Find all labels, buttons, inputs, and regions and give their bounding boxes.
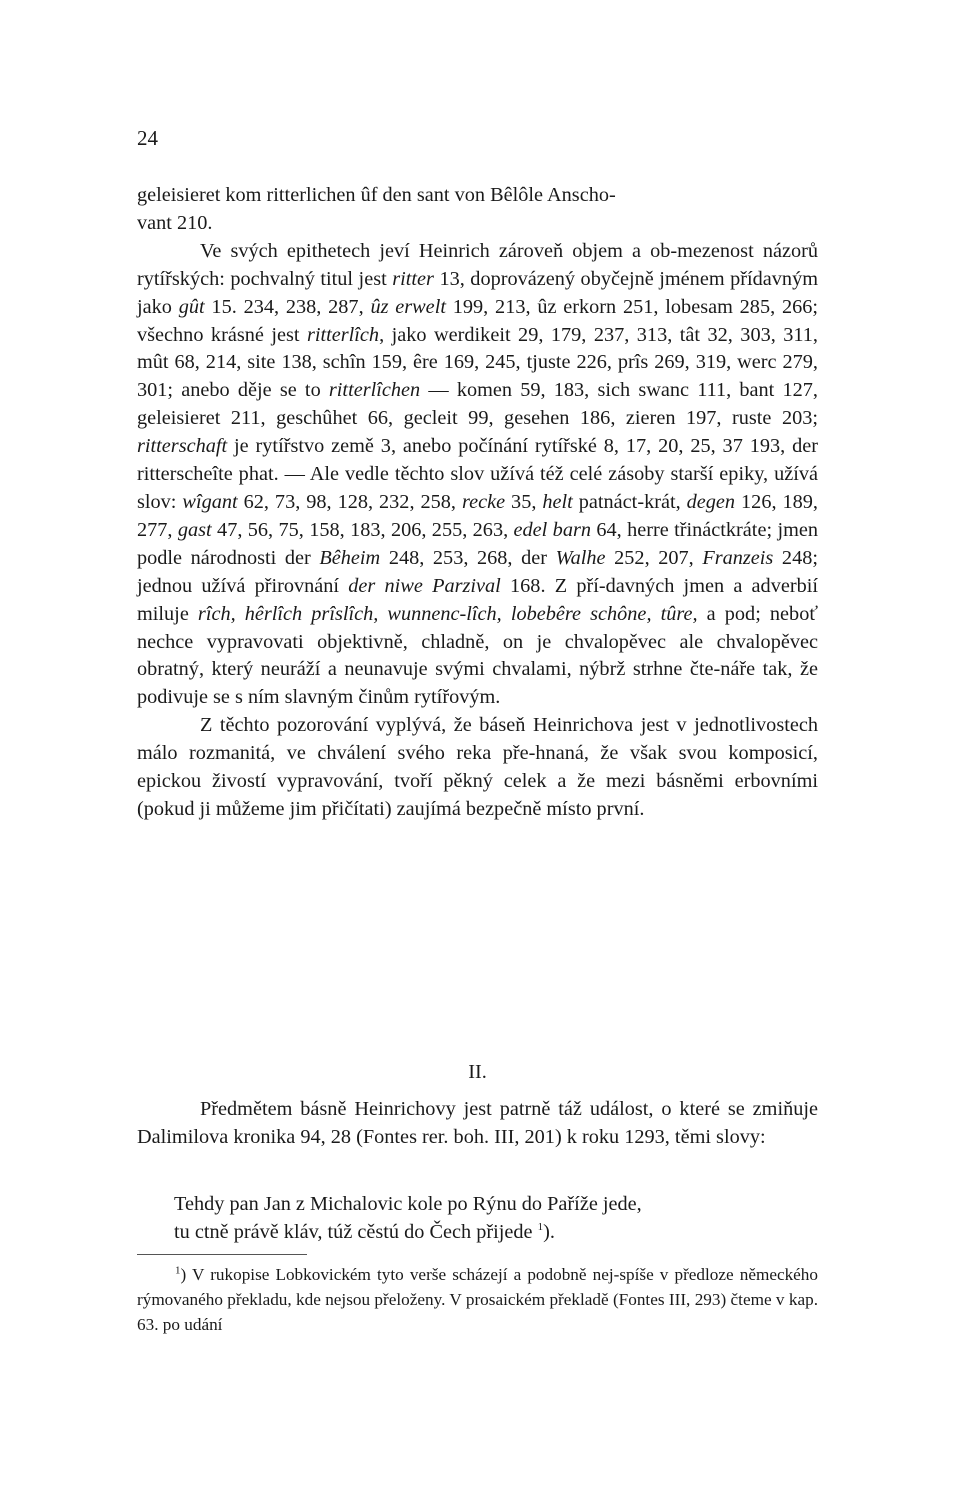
paragraph-conclusion: Z těchto pozorování vyplývá, že báseň Heinrichova jest v jednotlivostech málo rozmanitá, ve chválení svého reka pře-hnaná, že však svou komposicí, epickou živostí vypravování, tvoří pěkný celek a že mezi básněmi erbovními (pokud ji můžeme jim přičítati) zaujímá bezpečně místo první. — [137, 714, 818, 820]
section-heading: II. — [468, 1061, 487, 1083]
footnote-divider — [137, 1254, 307, 1255]
main-text — [137, 182, 818, 824]
footnotes — [137, 1262, 818, 1337]
page-number: 24 — [137, 126, 158, 150]
paragraph-section-intro: Předmětem básně Heinrichovy jest patrně táž událost, o které se zmiňuje Dalimilova kronika 94, 28 (Fontes rer. boh. III, 201) k roku 1293, těmi slovy: — [137, 1098, 818, 1148]
paragraph-epithets: Ve svých epithetech jeví Heinrich zároveň objem a ob-mezenost názorů rytířských: pochvalný titul jest ritter 13, doprovázený obyčejně jménem přídavným jako gût 15. 234, 238, 287, ûz erwelt 199, 213, ûz erkorn 251, lobesam 285, 266; všechno krásné jest ritterlîch, jako werdikeit 29, 179, 237, 313, tât 32, 303, 311, mût 68, 214, site 138, schîn 159, êre 169, 245, tjuste 226, prîs 269, 319, werc 279, 301; anebo děje se to ritterlîchen — komen 59, 183, sich swanc 111, bant 127, geleisieret 211, geschûhet 66, gecleit 99, gesehen 186, zieren 197, ruste 203; ritterschaft je rytířstvo země 3, anebo počínání rytířské 8, 17, 20, 25, 37 193, der ritterscheîte phat. — Ale vedle těchto slov užívá též celé zásoby starší epiky, užívá slov: wîgant 62, 73, 98, 128, 232, 258, recke 35, helt patnáct-krát, degen 126, 189, 277, gast 47, 56, 75, 158, 183, 206, 255, 263, edel barn 64, herre třináctkráte; jmen podle národnosti der Bêheim 248, 253, 268, der Walhe 252, 207, Franzeis 248; jednou užívá přirovnání der niwe Parzival 168. Z pří-davných jmen a adverbií miluje rîch, hêrlîch prîslîch, wunnenc-lîch, lobebêre schône, tûre, a pod; neboť nechce vypravovati objektivně, chladně, on je chvalopěvec ale chvalopěvec obratný, který neuráží a neunavuje svými chvalami, nýbrž strhne čte-náře tak, že podivuje se s ním slavným činům rytířovým. — [137, 239, 819, 709]
paragraph-continued: geleisieret kom ritterlichen ûf den sant von Bêlôle Anscho- vant 210. — [137, 184, 616, 234]
footnote: $^1$) V rukopise Lobkovickém tyto verše scházejí a podobně nej-spíše v předloze německého rýmovaného překladu, kde nejsou přeloženy. V prosaickém překladě (Fontes III, 293) čteme v kap. 63. po udání — [137, 1264, 818, 1334]
section-text — [137, 1096, 818, 1152]
footnote-mark: 1 — [175, 1264, 181, 1277]
verse-quote — [174, 1191, 818, 1247]
verse-line: Tehdy pan Jan z Michalovic kole po Rýnu do Paříže jede, — [174, 1193, 642, 1215]
footnote-reference: 1 — [537, 1221, 544, 1234]
verse-line: tu ctně právě kláv, túž cěstú do Čech přijede $^1$). — [174, 1220, 555, 1243]
